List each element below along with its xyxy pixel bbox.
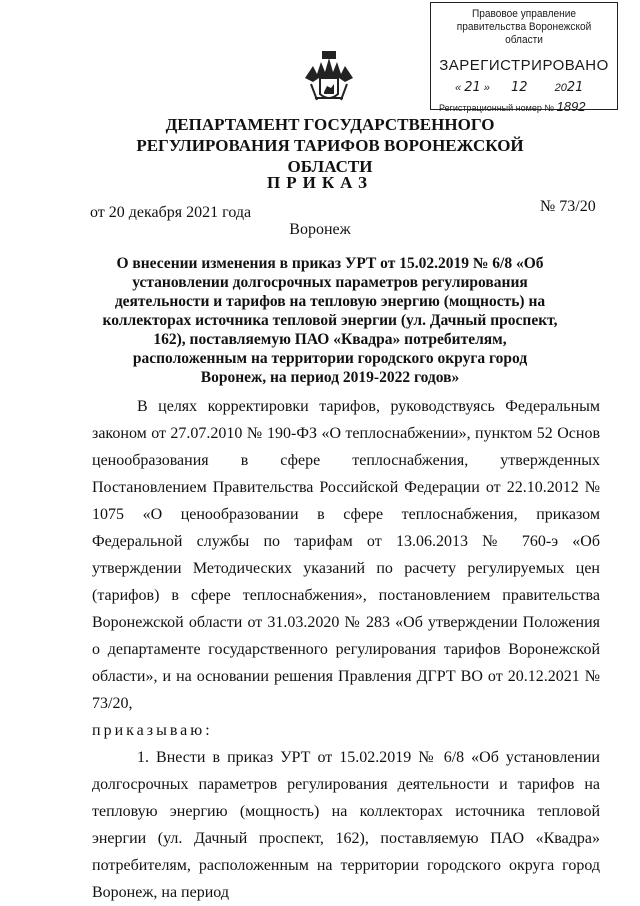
department-title: ДЕПАРТАМЕНТ ГОСУДАРСТВЕННОГО РЕГУЛИРОВАНИЯ ТАРИФОВ ВОРОНЕЖСКОЙ ОБЛАСТИ [136,115,524,176]
document-body [92,393,600,906]
stamp-organization: Правовое управление правительства Воронежской области [456,8,592,46]
stamp-status: ЗАРЕГИСТРИРОВАНО [439,57,609,74]
stamp-date-year: 21 [566,80,584,95]
stamp-reg-number: Регистрационный номер № 1892 [439,99,586,114]
coat-of-arms-icon [301,48,357,106]
stamp-date: « 21 » 12 2021 [455,80,584,95]
stamp-date-day: 21 [464,80,481,95]
stamp-date-month: 12 [510,80,528,95]
document-type: ПРИКАЗ [267,173,373,192]
document-city: Воронеж [289,221,351,238]
document-date: от 20 декабря 2021 года [90,204,252,221]
preamble-paragraph: В целях корректировки тарифов, руководствуясь Федеральным законом от 27.07.2010 № 190-ФЗ «О теплоснабжении», пунктом 52 Основ ценообразования в сфере теплоснабжения, утвержденных Постановлением Правительства Российской Федерации от 22.10.2012 № 1075 «О ценообразовании в сфере теплоснабжения, приказом Федеральной службы по тарифам от 13.06.2013 № 760-э «Об утверждении Методических указаний по расчету регулируемых цен (тарифов) в сфере теплоснабжения», постановлением правительства Воронежской области от 31.03.2020 № 283 «Об утверждении Положения о департаменте государственного регулирования тарифов Воронежской области», и на основании решения Правления ДГРТ ВО от 20.12.2021 № 73/20, [92,398,600,712]
item-1-paragraph: 1. Внести в приказ УРТ от 15.02.2019 № 6/8 «Об установлении долгосрочных параметров регулирования деятельности и тарифов на тепловую энергию (мощность) на коллекторах источника тепловой энергии (ул. Дачный проспект, 162), поставляемую ПАО «Квадра» потребителям, расположенным на территории городского округа город Воронеж, на период [92,749,600,901]
registration-stamp [430,2,618,114]
document-number: № 73/20 [540,198,596,215]
order-word: приказываю: [92,722,213,739]
document-subject: О внесении изменения в приказ УРТ от 15.02.2019 № 6/8 «Об установлении долгосрочных параметров регулирования деятельности и тарифов на тепловую энергию (мощность) на коллекторах источника тепловой энергии (ул. Дачный проспект, 162), поставляемую ПАО «Квадра» потребителям, расположенным на территории городского округа город Воронеж, на период 2019-2022 годов» [102,255,558,386]
